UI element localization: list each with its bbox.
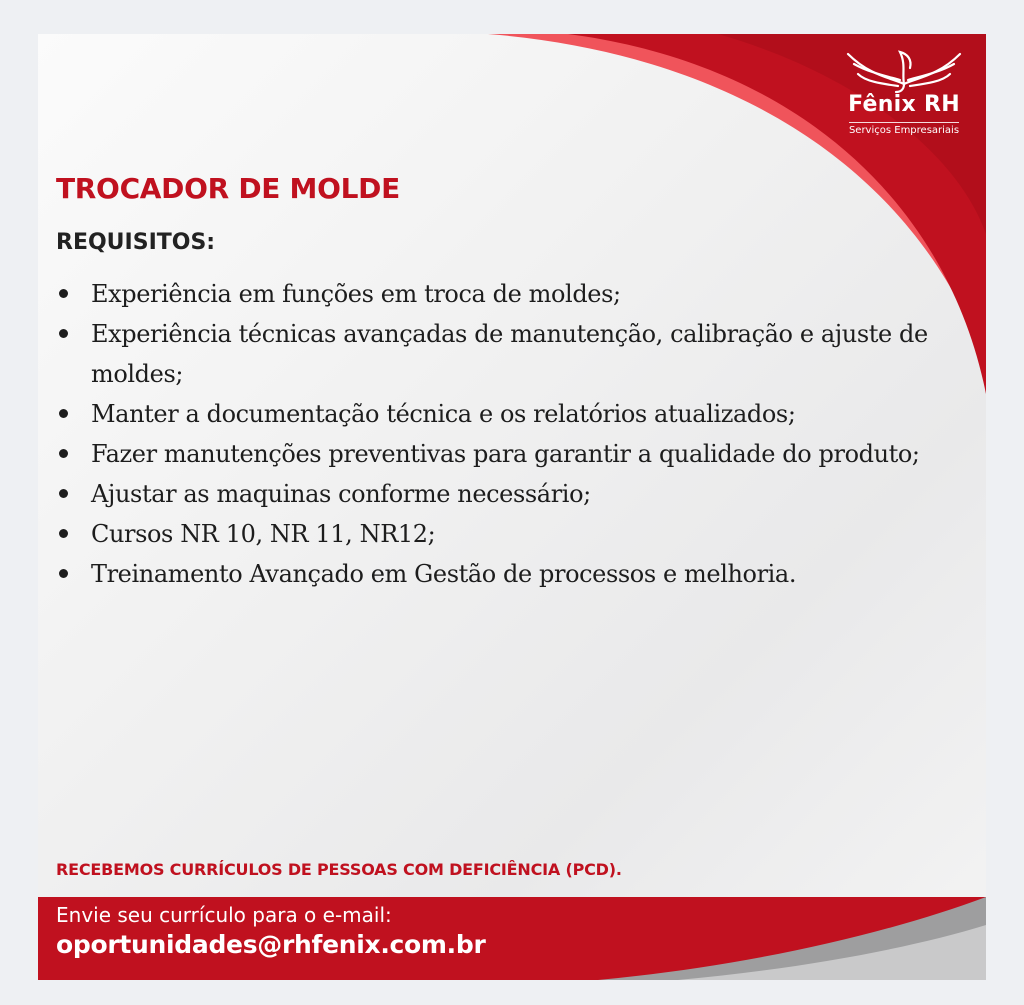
pcd-notice: RECEBEMOS CURRÍCULOS DE PESSOAS COM DEFICIÊNCIA (PCD). <box>56 860 622 879</box>
requirement-text: Manter a documentação técnica e os relatórios atualizados; <box>91 400 796 428</box>
list-item <box>56 274 976 314</box>
bullet-icon <box>59 489 68 498</box>
list-item <box>56 314 976 394</box>
requirement-text: Treinamento Avançado em Gestão de processos e melhoria. <box>91 560 797 588</box>
requirement-text: Ajustar as maquinas conforme necessário; <box>91 480 591 508</box>
brand-tagline: Serviços Empresariais <box>849 122 959 137</box>
requirement-text: Experiência técnicas avançadas de manutenção, calibração e ajuste de moldes; <box>91 320 928 388</box>
requirement-text: Experiência em funções em troca de moldes; <box>91 280 621 308</box>
bullet-icon <box>59 449 68 458</box>
fenix-rh-logo <box>836 40 972 137</box>
job-post-card <box>38 34 986 980</box>
bullet-icon <box>59 409 68 418</box>
list-item <box>56 434 976 474</box>
contact-email[interactable]: oportunidades@rhfenix.com.br <box>56 930 486 959</box>
email-instruction: Envie seu currículo para o e-mail: <box>56 903 392 927</box>
requirement-text: Fazer manutenções preventivas para garantir a qualidade do produto; <box>91 440 920 468</box>
requirements-list <box>56 274 976 594</box>
list-item <box>56 394 976 434</box>
list-item <box>56 554 976 594</box>
bullet-icon <box>59 569 68 578</box>
bullet-icon <box>59 289 68 298</box>
list-item <box>56 514 976 554</box>
list-item <box>56 474 976 514</box>
requirement-text: Cursos NR 10, NR 11, NR12; <box>91 520 436 548</box>
bullet-icon <box>59 329 68 338</box>
requirements-heading: REQUISITOS: <box>56 230 216 255</box>
phoenix-wings-icon <box>840 40 968 94</box>
job-title: TROCADOR DE MOLDE <box>56 172 400 205</box>
contact-footer <box>38 897 986 980</box>
bullet-icon <box>59 529 68 538</box>
brand-name: Fênix RH <box>848 92 960 117</box>
